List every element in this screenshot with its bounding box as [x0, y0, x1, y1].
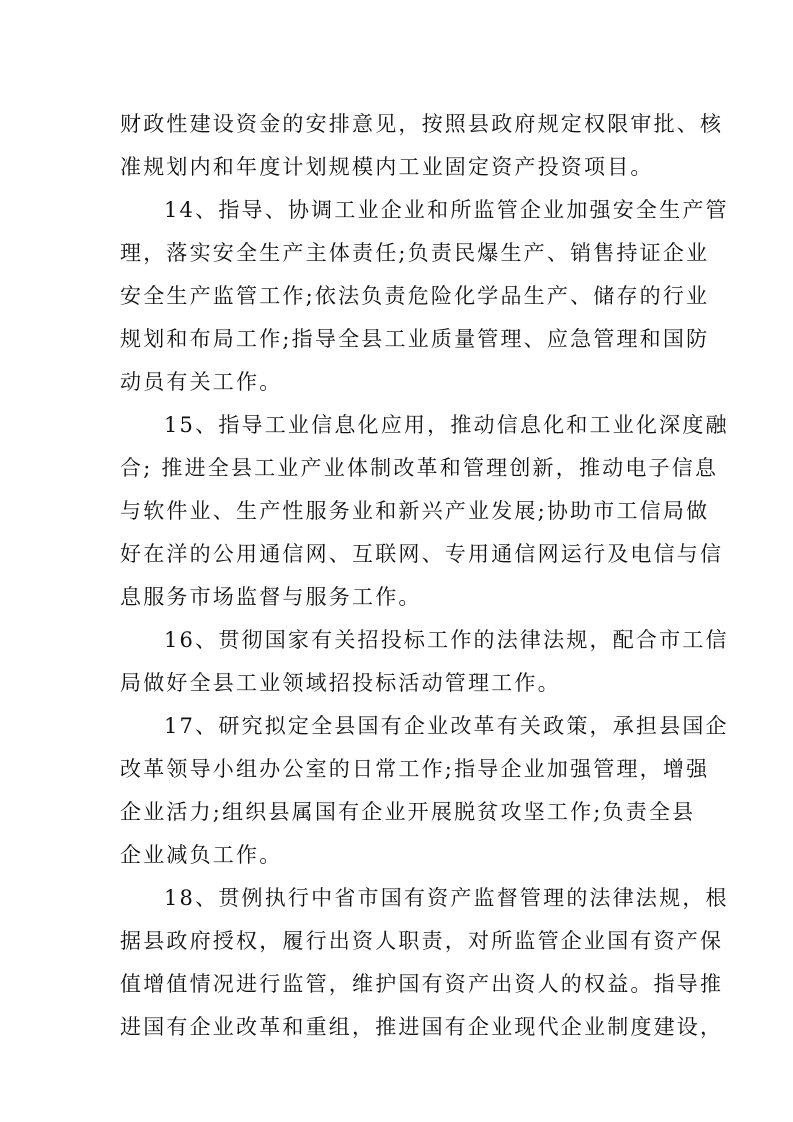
paragraph-17 [120, 705, 729, 877]
document-body [120, 103, 729, 1049]
text-line: 企业活力;组织县属国有企业开展脱贫攻坚工作;负责全县 [120, 800, 696, 824]
text-line: 进国有企业改革和重组，推进国有企业现代企业制度建设， [120, 1015, 724, 1039]
paragraph-16 [120, 619, 729, 705]
text-line: 与软件业、生产性服务业和新兴产业发展;协助市工信局做 [120, 499, 710, 523]
text-line: 局做好全县工业领域招投标活动管理工作。 [120, 671, 561, 695]
paragraph-14 [120, 189, 729, 404]
text-line: 值增值情况进行监管，维护国有资产出资人的权益。指导推 [120, 972, 724, 996]
paragraph-18 [120, 877, 729, 1049]
text-line: 企业减负工作。 [120, 843, 283, 867]
text-line-first: 18、贯例执行中省市国有资产监督管理的法律法规，根 [164, 886, 729, 910]
text-line: 好在洋的公用通信网、互联网、专用通信网运行及电信与信 [120, 542, 724, 566]
text-line: 改革领导小组办公室的日常工作;指导企业加强管理，增强 [120, 757, 710, 781]
text-line: 合; 推进全县工业产业体制改革和管理创新，推动电子信息 [120, 456, 719, 480]
text-line-first: 14、指导、协调工业企业和所监管企业加强安全生产管 [164, 198, 729, 222]
text-line: 规划和布局工作;指导全县工业质量管理、应急管理和国防 [120, 327, 710, 351]
text-line-first: 17、研究拟定全县国有企业改革有关政策，承担县国企 [164, 714, 729, 738]
text-line: 准规划内和年度计划规模内工业固定资产投资项目。 [120, 155, 654, 179]
text-line: 据县政府授权，履行出资人职责，对所监管企业国有资产保 [120, 929, 724, 953]
paragraph-15 [120, 404, 729, 619]
text-line: 动员有关工作。 [120, 370, 283, 394]
text-line-first: 16、贯彻国家有关招投标工作的法律法规，配合市工信 [164, 628, 729, 652]
text-line: 安全生产监管工作;依法负责危险化学品生产、储存的行业 [120, 284, 710, 308]
text-line: 息服务市场监督与服务工作。 [120, 585, 422, 609]
text-line-first: 15、指导工业信息化应用，推动信息化和工业化深度融 [164, 413, 729, 437]
paragraph-13-continuation [120, 103, 724, 189]
text-line: 理，落实安全生产主体责任;负责民爆生产、销售持证企业 [120, 241, 710, 265]
text-line: 财政性建设资金的安排意见，按照县政府规定权限审批、核 [120, 112, 724, 136]
